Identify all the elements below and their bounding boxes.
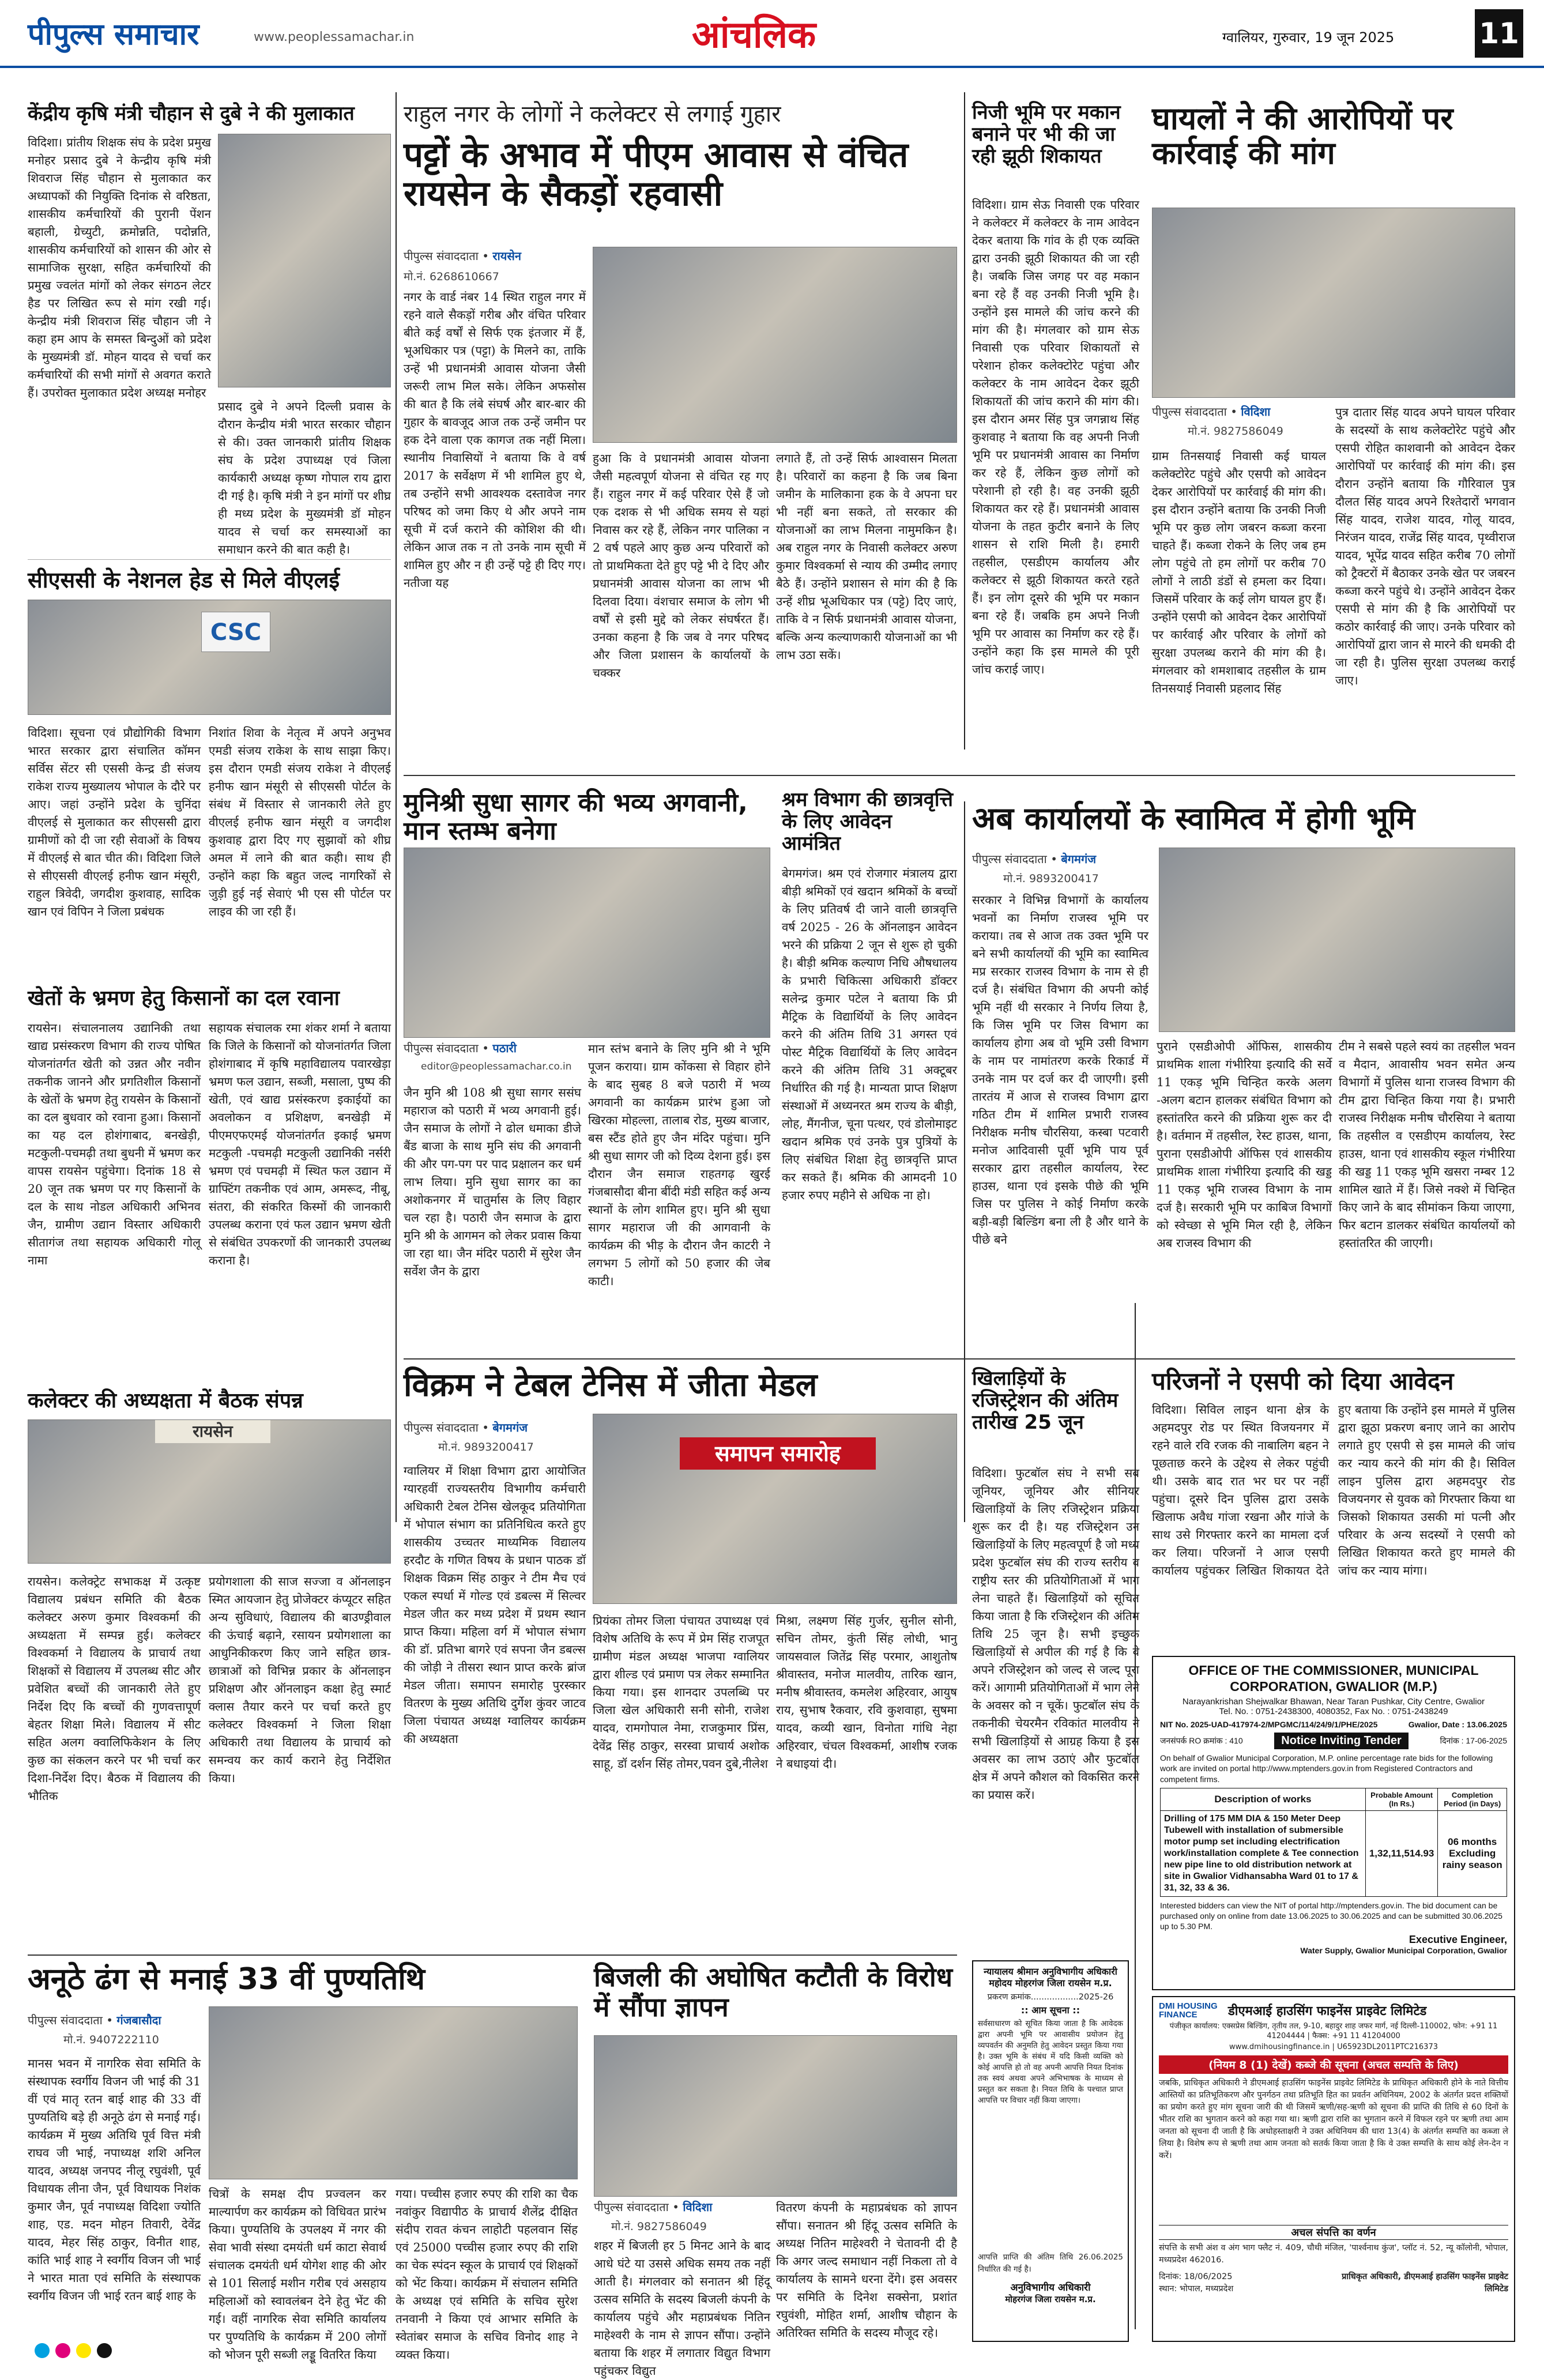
divider [28,559,391,560]
photo-land-survey [1159,848,1515,1032]
headline-injured: घायलों ने की आरोपियों पर कार्रवाई की मांग [1152,100,1453,172]
byline-punyatithi: पीपुल्स संवाददाता • गंजबासौदा [28,2013,161,2027]
column-divider [396,92,397,1522]
byline-author: पीपुल्स संवाददाता [404,1041,479,1055]
tender-footer: Interested bidders can view the NIT of portal http://mptenders.gov.in. The bid document can be purchased only on online from date 13.06.2025 to 30.06.2025 and can be submitted 30.06.2025 up to 5.30 PM. [1160,1900,1502,1931]
headline-pattas: पट्टों के अभाव में पीएम आवास से वंचित रायसेन के सैकड़ों रहवासी [404,135,909,214]
byline-author: पीपुल्स संवाददाता [1152,405,1227,419]
tender-table [1160,1788,1507,1897]
court-title: न्यायालय श्रीमान अनुविभागीय अधिकारी महोदय मोहरगंज जिला रायसेन म.प्र. [984,1966,1117,1989]
tender-intro: On behalf of Gwalior Municipal Corporation, M.P. online percentage rate bids for the following work are invited on portal http://www.mptenders.gov.in from Registered Contractors and competent firms. [1160,1753,1493,1784]
tender-nit: NIT No. 2025-UAD-417974-2/MPGMC/114/24/9/1/PHE/2025 [1160,1720,1378,1730]
body-power-1: शहर में बिजली हर 5 मिनट आने के बाद आधे घंटे या उससे अधिक समय तक नहीं आती है। मंगलवार को सनातन श्री हिंदू उत्सव समिति के सदस्य बिजली कंपनी के कार्यालय पहुंचे और महाप्रबंधक नितिन माहेश्वरी के नाम से ज्ञापन सौंपा। उन्होंने बताया कि शहर में लगातार विद्युत विभाग पहुंचकर विद्युत [594,2239,770,2378]
body-munishri-2: मान स्तंभ बनाने के लिए मुनि श्री ने भूमि पूजन कराया। ग्राम कोंकसा से विहार होने के बाद सुबह 8 बजे पठारी में भव्य अगवानी का कार्यक्रम प्रारंभ हुआ जो खिरका मोहल्ला, तालाब रोड, मुख्य बाजार, बस स्टैंड होते हुए जैन मंदिर पहुंचा। मुनि श्री सुधा सागर जी को दिव्य देशना हुई। इस दौरान जैन समाज राहतगढ़ खुरई गंजबासौदा बीना बींदी मंडी सहित कई अन्य स्थानों के लोग शामिल हुए। मुनि श्री सुधा सागर महाराज जी की आगवानी के कार्यक्रम की भीड़ के दौरान जैन काटरी ने लगभग 5 लोगों को 50 हजार की जेब काटी। [588,1042,770,1288]
dmi-property: संपत्ति के सभी अंश व अंग भाग फ्लैट नं. 409, चौथी मंजिल, 'पार्श्वनाथ कुंज', प्लॉट नं. 52, न्यू कॉलोनी, भोपाल, मध्यप्रदेश 462016. [1159,2243,1508,2265]
byline-power: पीपुल्स संवाददाता • विदिशा [594,2200,713,2214]
tender-col-desc: Description of works [1161,1788,1366,1810]
tender-signature: Executive Engineer, [1409,1934,1507,1946]
dmi-address: पंजीकृत कार्यालय: एक्सप्रेस बिल्डिंग, तृतीय तल, 9-10, बहादुर शाह जफर मार्ग, नई दिल्ली-110002, फोन: +91 11 41204444 | फैक्स: +91 11 41204000 [1169,2022,1498,2040]
body-punyatithi-2: चित्रों के समक्ष दीप प्रज्वलन कर माल्यार्पण कर कार्यक्रम को विधिवत प्रारंभ किया। पुण्यतिथि के उपलक्ष्य में नगर की सेवा भावी संस्था दमयंती धर्म काटा सेवार्थ संचालक दमयंती धर्म योगेश शाह की ओर से 101 सिलाई मशीन गरीब एवं असहाय महिलाओं को स्वावलंबन देने हेतु भेंट की गई। वहीं नागरिक सेवा समिति कार्यालय पर पुण्यतिथि के कार्यक्रम में 200 लोगों को भोजन पूरी सब्जी लड्डू वितरित किया [209,2187,386,2362]
body-punyatithi-1: मानस भवन में नागरिक सेवा समिति के संस्थापक स्वर्गीय विजन जी भाई की 31 वीं एवं मातृ रतन बाई शाह की 33 वीं पुण्यतिथि बड़े ही अनूठे ढंग से मनाई गई। कार्यक्रम में मुख्य अतिथि पूर्व वित्त मंत्री राघव जी भाई, नपाध्यक्ष शशि अनिल यादव, अध्यक्ष जनपद नीलू रघुवंशी, पूर्व विधायक लीना जैन, पूर्व विधायक निशंक कुमार जैन, पूर्व नपाध्यक्ष विदिशा ज्योति शाह, एड. मदन मोहन तिवारी, देवेंद्र यादव, मेहर सिंह ठाकुर, विनीत शाह, कांति भाई शाह ने स्वर्गीय विजन जी भाई ने भारत माता एवं समिति के संस्थापक स्वर्गीय विजन जी भाई रतन बाई शाह के [28,2057,201,2303]
body-ownership-2: पुराने एसडीओपी ऑफिस, शासकीय प्राथमिक शाला गंभीरिया इत्यादि की सर्वे 11 एकड़ भूमि चिन्हित करके अलग -अलग बटान हालकर संबंधित विभाग को हस्तांतरित करने की प्रक्रिया शुरू कर दी है। वर्तमान में तहसील, रेस्ट हाउस, थाना, पुराना एसडीओपी ऑफिस एवं शासकीय प्राथमिक शाला गंभीरिया इत्यादि की खड्ड 11 एकड़ भूमि राजस्व विभाग के नाम दर्ज है। सरकारी भूमि पर काबिज विभागों को स्वेच्छा से भूमि मिल रही है, लेकिन अब राजस्व विभाग की [1157,1040,1332,1250]
byline-injured: पीपुल्स संवाददाता • विदिशा [1152,405,1271,419]
photo-collector-meeting [28,1419,391,1564]
body-injured-1: ग्राम तिनसयाई निवासी कई घायल कलेक्टोरेट पहुंचे और एसपी को आवेदन देकर आरोपियों पर कार्रवाई की मांग की। इस दौरान उन्होंने बताया कि उनकी निजी भूमि पर कुछ लोग जबरन कब्जा करना चाहते हैं। कब्जा रोकने के लिए जब हम लोग पहुंचे तो हम लोगों पर करीब 70 लोगों ने लाठी डंडों से हमला कर दिया। जिसमें परिवार के कई लोग घायल हुए हैं। उन्होंने एसपी को आवेदन देकर आरोपियों पर कार्रवाई और परिवार के लोगों को सुरक्षा उपलब्ध कराने की मांग की है। मंगलवार को शमशाबाद तहसील के ग्राम तिनसयाई निवासी प्रहलाद सिंह [1152,449,1326,695]
court-hearing: आपत्ति प्राप्ति की अंतिम तिथि 26.06.2025 निर्धारित की गई है। [978,2253,1123,2274]
byline-place: रायसेन [492,249,521,263]
byline-table-tennis: पीपुल्स संवाददाता • बेगमगंज [404,1421,528,1434]
body-ownership-3: टीम ने सबसे पहले स्वयं का तहसील भवन व मैदान, आवासीय भवन समेत अन्य विभागों में पुलिस थाना राजस्व विभाग की टीम द्वारा चिन्हित किया गया है। प्रभारी राजस्व निरीक्षक मनीष चौरसिया ने बताया कि तहसील व एसडीएम कार्यालय, रेस्ट हाउस, थाना एवं शासकीय स्कूल गंभीरिया की खड्ड 11 एकड़ भूमि खसरा नम्बर 12 शामिल खाते में हैं। जिसे नक्शे में चिन्हित किए जाने के बाद सीमांकन किया जाएगा, फिर बटान डालकर संबंधित कार्यालयों को हस्तांतरित की जाएगी। [1339,1040,1515,1250]
headline-ownership: अब कार्यालयों के स्वामित्व में होगी भूमि [972,800,1415,837]
headline-collector-meeting: कलेक्टर की अध्यक्षता में बैठक संपन्न [28,1389,303,1413]
mobile-table-tennis: मो.नं. 9893200417 [438,1441,534,1453]
court-head: :: आम सूचना :: [1020,2005,1080,2016]
body-false-complaint: विदिशा। ग्राम सेऊ निवासी एक परिवार ने कलेक्टर में कलेक्टर के नाम आवेदन देकर बताया कि गांव के ही एक व्यक्ति द्वारा उनकी झूठी शिकायत की जा रही है। जबकि जिस जगह पर वह मकान बना रहे हैं वह उनकी निजी भूमि है। उन्होंने इस मामले की जांच करने की मांग की है। मंगलवार को ग्राम सेऊ निवासी एक परिवार शिकायतों से परेशान होकर कलेक्टोरेट पहुंचा और कलेक्टर के नाम आवेदन देकर झूठी शिकायतों की जांच कराने की मांग की। इस दौरान अमर सिंह पुत्र जगन्नाथ सिंह कुशवाह ने बताया कि वह अपनी निजी भूमि पर प्रधानमंत्री आवास का निर्माण कर रहे हैं, लेकिन कुछ लोगों को परेशानी हो रही है। वह उनकी झूठी शिकायत कर रहे हैं। प्रधानमंत्री आवास योजना के तहत कुटीर बनाने के लिए शासन से राशि मिली है। हमारी तहसील, एसडीएम कार्यालय और कलेक्टर से झूठी शिकायत करते रहते हैं। इन लोग दूसरे की भूमि पर मकान बना रहे हैं। जबकि हम अपने निजी भूमि पर आवास का निर्माण कर रहे हैं। उन्होंने कहा कि इस मामले की पूरी जांच कराई जाए। [972,198,1139,676]
body-punyatithi-3: गया। पच्चीस हजार रुपए की राशि का चैक नवांकुर विद्यापीठ के प्राचार्य शैलेंद्र दीक्षित संदीप रावत कंचन लाहोटी पहलवान सिंह एवं 25000 पच्चीस हजार रुपए की राशि का चेक स्पंदन स्कूल के प्राचार्य एवं शिक्षकों को भेंट किया। कार्यक्रम में संचालन समिति के अध्यक्ष एवं समिति के सचिव सुरेश तनवानी ने किया एवं आभार समिति के स्वेतांबर समाज के सचिव विनोद शाह ने व्यक्त किया। [396,2187,578,2362]
headline-farmers: खेतों के भ्रमण हेतु किसानों का दल रवाना [28,986,340,1010]
mobile-injured: मो.नं. 9827586049 [1188,425,1283,438]
tender-notice [1152,1656,1515,1990]
body-chouhan-1: विदिशा। प्रांतीय शिक्षक संघ के प्रदेश प्रमुख मनोहर प्रसाद दुबे ने केन्द्रीय कृषि मंत्री शिवराज सिंह चौहान से मुलाकात कर अध्यापकों की नियुक्ति दिनांक से वरिष्ठता, शासकीय कर्मचारियों की पुरानी पेंशन बहाली, ग्रेच्युटी, क्रमोन्नति, पदोन्नति, शासकीय कर्मचारियों को शासन की ओर से सामाजिक सुरक्षा, सहित कर्मचारियों की प्रमुख ज्वलंत मांगों को लेकर संगठन लेटर हैड पर लिखित रूप से मांग रखी गई। केन्द्रीय मंत्री शिवराज सिंह चौहान जी ने कहा हम आप के समस्त बिन्दुओं को प्रदेश के मुख्यमंत्री डॉ. मोहन यादव से चर्चा कर कर्मचारियों की सभी मांगों से अवगत कराते हैं। उपरोक्त मुलाकात प्रदेश अध्यक्ष मनोहर [28,135,211,400]
body-power-2: वितरण कंपनी के महाप्रबंधक को ज्ञापन सौंपा। सनातन श्री हिंदू उत्सव समिति के अध्यक्ष नितिन माहेश्वरी ने चेतावनी दी है कि अगर जल्द समाधान नहीं निकला तो वे कार्यालय के सामने धरना देंगे। इस अवसर पर समिति के दिनेश सक्सेना, प्रशांत रघुवंशी, मोहित शर्मा, आशीष चौहान के अतिरिक्त समिति के सदस्य मौजूद रहे। [776,2201,957,2340]
body-collector-meeting-1: रायसेन। कलेक्ट्रेट सभाकक्ष में उत्कृष्ट विद्यालय प्रबंधन समिति की बैठक कलेक्टर अरुण कुमार विश्वकर्मा की अध्यक्षता में सम्पन्न हुई। कलेक्टर विश्वकर्मा ने विद्यालय के प्राचार्य तथा शिक्षकों से विद्यालय में उपलब्ध सीट और प्रवेशित बच्चों की जानकारी लेते हुए निर्देश दिए कि बच्चों की गुणवत्तापूर्ण बेहतर शिक्षा मिले। विद्यालय में सीट सहित अलग क्वालिफिकेशन के लिए कुछ का संकलन करने पर भी चर्चा कर दिशा-निर्देश दिए। बैठक में विद्यालय की भौतिक [28,1575,201,1803]
body-sp: विदिशा। सिविल लाइन थाना क्षेत्र के अहमदपुर रोड पर स्थित विजयनगर में रहने वाले रवि रजक की नाबालिग बहन ने पूछताछ करने के उद्देश्य से लेकर पहुंची थी। उसके बाद रात भर घर पर नहीं पहुंचा। दूसरे दिन पुलिस द्वारा उसके खिलाफ अवैध गांजा रखना और गांजे के साथ उसे गिरफ्तार करने का मामला दर्ज कर लिया। परिजनों ने आज एसपी कार्यालय पहुंचकर लिखित शिकायत देते हुए बताया कि उन्होंने इस मामले में पुलिस द्वारा झूठा प्रकरण बनाए जाने का आरोप लगाते हुए एसपी से इस मामले की जांच कर न्याय करने की मांग की है। सिविल लाइन पुलिस द्वारा अहमदपुर रोड विजयनगर से युवक को गिरफ्तार किया था जिसको शिकायत उसकी मां पत्नी और परिवार के अन्य सदस्यों ने एसपी को लिखित शिकायत करते हुए मामले की जांच कर न्याय मांगा। [1152,1403,1515,1577]
court-sign: अनुविभागीय अधिकारी [1010,2282,1091,2294]
photo-csc-meeting [28,600,391,715]
body-pattas-2: हुआ कि वे प्रधानमंत्री आवास योजना जैसी महत्वपूर्ण योजना से वंचित रह गए हैं। राहुल नगर में कई परिवार ऐसे हैं जो एक दशक से भी अधिक समय से यहां निवास कर रहे हैं, लेकिन नगर पालिका न 2 वर्ष पहले आए कुछ अन्य परिवारों को तो प्राथमिकता देते हुए पट्टे भी दे दिए और प्रधानमंत्री आवास योजना का लाभ भी दिलवा दिया। वंशचार समाज के लोग भी वर्षों से इसी मुद्दे को लेकर संघर्षरत हैं। उनका कहना है कि जब वे नगर परिषद और जिला प्रशासन के कार्यालयों के चक्कर [593,451,769,680]
column-divider [964,801,965,1522]
dmi-date: दिनांक: 18/06/2025 [1159,2272,1233,2281]
kicker-pattas: राहुल नगर के लोगों ने कलेक्टर से लगाई गुहार [404,101,781,127]
headline-punyatithi: अनूठे ढंग से मनाई 33 वीं पुण्यतिथि [28,1962,425,1997]
dmi-sign: प्राधिकृत अधिकारी, डीएमआई हाउसिंग फाइनेंस प्राइवेट लिमिटेड [1342,2272,1508,2294]
body-labour: बेगमगंज। श्रम एवं रोजगार मंत्रालय द्वारा बीड़ी श्रमिकों एवं खदान श्रमिकों के बच्चों के लिए प्रतिवर्ष दी जाने वाली छात्रवृत्ति वर्ष 2025 - 26 के ऑनलाइन आवेदन भरने की प्रक्रिया 2 जून से शुरू हो चुकी है। बीड़ी श्रमिक कल्याण निधि औषधालय के प्रभारी चिकित्सा अधिकारी डॉक्टर सलेन्द्र कुमार पटेल ने बताया कि प्री मैट्रिक के विद्यार्थियों के लिए आवेदन करने की अंतिम तिथि 31 अगस्त एवं पोस्ट मैट्रिक विद्यार्थियों के लिए आवेदन करने की अंतिम तिथि 31 अक्टूबर निर्धारित की गई है। मान्यता प्राप्त शिक्षण संस्थाओं में अध्यनरत श्रम राज्य के बीड़ी, लोह, मैंगनीज, चूना पत्थर, एवं डोलोमाइट खदान श्रमिक एवं उनके पुत्र पुत्रियों के लिए संबंधित शिक्षा हेतु छात्रवृत्ति प्राप्त कर सकते हैं। श्रमिक की आमदनी 10 हजार रुपए महीने से अधिक ना हो। [782,867,957,1202]
court-case: प्रकरण क्रमांक..................2025-26 [987,1993,1114,2002]
body-farmers-2: सहायक संचालक रमा शंकर शर्मा ने बताया कि जिले के किसानों को योजनांतर्गत जिला होशंगाबाद में कृषि महाविद्यालय पवारखेड़ा भ्रमण फल उद्यान, सब्जी, मसाला, पुष्प की खेती, एवं खाद्य प्रसंस्करण इकाईयों का अवलोकन व प्रशिक्षण, बनखेड़ी में पीएमएफएमई योजनांतर्गत इकाई भ्रमण मटकुली -पचमढ़ी मटकुली उद्यानिकी नर्सरी भ्रमण एवं पचमढ़ी में स्थित फल उद्यान में ग्राफ्टिंग तकनीक एवं आम, अमरूद, नीबू, संतरा, की संकरित किस्मों की जानकारी उपलब्ध कराना एवं फल उद्यान भ्रमण खेती से संबंधित उपकरणों की जानकारी उपलब्ध कराना है। [209,1021,391,1267]
divider [28,1955,957,1956]
body-csc-2: निशांत शिवा के नेतृत्व में अपने अनुभव एमडी संजय राकेश के साथ साझा किए। इस दौरान एमडी संजय राकेश ने वीएलई हनीफ खान मंसूरी से सीएससी पोर्टल के संबंध में विस्तार से जानकारी लेते हुए वीएलई हनीफ खान मंसूरी व जगदीश कुशवाह द्वारा दिए गए सुझावों को शीघ्र अमल में लाने की बात कही। साथ ही उन्होंने कहा कि बहुत जल्द नागरिकों से जुड़ी हुई नई सेवाएं भी एस सी पोर्टल पर लाइव की जा रही हैं। [209,726,391,918]
byline-place: विदिशा [1241,405,1271,419]
headline-chouhan: केंद्रीय कृषि मंत्री चौहान से दुबे ने की मुलाकात [28,102,355,125]
section-title: आंचलिक [692,14,816,57]
headline-sp: परिजनों ने एसपी को दिया आवेदन [1152,1367,1454,1395]
body-chouhan-2: प्रसाद दुबे ने अपने दिल्ली प्रवास के दौरान केन्द्रीय मंत्री भारत सरकार चौहान से की। उक्त जानकारी प्रांतीय शिक्षक संघ के प्रदेश उपाध्यक्ष एवं जिला कार्यकारी अध्यक्ष कृष्ण गोपाल राय द्वारा दी गई है। कृषि मंत्री ने इन मांगों पर शीघ्र ही मध्य प्रदेश के मुख्यमंत्री डॉ मोहन यादव से चर्चा कर समस्याओं का समाधान करने की बात कही है। [218,400,391,556]
photo-injured-villagers [1152,208,1515,398]
headline-labour: श्रम विभाग की छात्रवृत्ति के लिए आवेदन आमंत्रित [782,788,954,856]
headline-csc: सीएससी के नेशनल हेड से मिले वीएलई [28,567,340,593]
headline-power: बिजली की अघोषित कटौती के विरोध में सौंपा ज्ञापन [594,1961,953,2023]
court-public-notice [972,1960,1129,2342]
registration-magenta-icon [55,2343,70,2358]
mobile-ownership: मो.नं. 9893200417 [1003,872,1099,885]
byline-author: पीपुल्स संवाददाता [404,249,479,263]
byline-place: विदिशा [683,2200,713,2214]
tender-title: Notice Inviting Tender [1274,1733,1409,1749]
tender-col-period: Completion Period (in Days) [1438,1788,1507,1810]
divider [404,1358,1515,1360]
registration-black-icon [97,2343,112,2358]
byline-place: पठारी [492,1041,517,1055]
byline-ownership: पीपुल्स संवाददाता • बेगमगंज [972,852,1097,866]
registration-yellow-icon [76,2343,91,2358]
tender-period: 06 months Excluding rainy season [1438,1810,1507,1896]
body-csc-1: विदिशा। सूचना एवं प्रौद्योगिकी विभाग भारत सरकार द्वारा संचालित कॉमन सर्विस सेंटर सी एससी केन्द्र डी संजय राकेश राज्य मुख्यालय भोपाल के दौरे पर आए। जहां उन्होंने प्रदेश के चुनिंदा वीएलई से मुलाकात कर सीएससी द्वारा ग्रामीणों को दी जा रही सेवाओं के विषय में वीएलई से बात चीत की। विदिशा जिले से सीएससी वीएलई हनीफ खान मंसूरी, राहुल त्रिवेदी, जगदीश कुशवाह, सादिक खान एवं विपिन ने जिला प्रबंधक [28,726,201,918]
tender-signature-dept: Water Supply, Gwalior Municipal Corporation, Gwalior [1300,1946,1507,1956]
photo-chouhan-meeting [218,134,391,387]
divider [404,775,1515,776]
photo-punyatithi-event [209,2006,578,2179]
dmi-possession-notice [1152,1996,1515,2342]
court-body: सर्वसाधारण को सूचित किया जाता है कि आवेदक द्वारा अपनी भूमि पर आवासीय प्रयोजन हेतु व्यपवर्तन की अनुमति हेतु आवेदन प्रस्तुत किया गया है। उक्त भूमि के संबंध में यदि किसी व्यक्ति को कोई आपत्ति हो तो वह अपनी आपत्ति नियत दिनांक तक स्वयं अथवा अपने अभिभाषक के माध्यम से प्रस्तुत कर सकता है। नियत तिथि के पश्चात प्राप्त आपत्ति पर विचार नहीं किया जाएगा। [978,2019,1123,2105]
headline-table-tennis: विक्रम ने टेबल टेनिस में जीता मेडल [404,1366,818,1404]
body-pattas-3: लगाते हैं, तो उन्हें सिर्फ आश्वासन मिलता है। परिवारों का कहना है कि जब बिना जमीन के मालिकाना हक के वे अपना घर भी नहीं बना सकते, तो सरकार की योजनाओं का लाभ मिलना नामुमकिन है। अब राहुल नगर के निवासी कलेक्टर अरुण कुमार विश्वकर्मा से न्याय की उम्मीद लगाए बैठे हैं। उन्होंने प्रशासन से मांग की है कि उन्हें शीघ्र भूअधिकार पत्र (पट्टे) दिए जाएं, ताकि वे न सिर्फ प्रधानमंत्री आवास योजना, बल्कि अन्य कल्याणकारी योजनाओं का भी लाभ उठा सकें। [776,451,957,662]
page-number: 11 [1475,9,1523,58]
byline-author: पीपुल्स संवाददाता [404,1421,479,1434]
photo-munishri-procession [404,848,770,1038]
body-farmers-1: रायसेन। संचालनालय उद्यानिकी तथा खाद्य प्रसंस्करण विभाग की राज्य पोषित योजनांतर्गत खेती को उन्नत और नवीन तकनीक जानने और प्रगतिशील किसानों के खेतों के भ्रमण हेतु रायसेन के किसानों का दल बुधवार को रवाना हुआ। किसानों का यह दल होशंगाबाद, बनखेड़ी, मटकुली-पचमढ़ी तथा बुधनी में भ्रमण कर वापस रायसेन पहुंचेगा। दिनांक 18 से 20 जून तक भ्रमण पर गए किसानों के दल के साथ नोडल अधिकारी अभिनव जैन, ग्रामीण उद्यान विस्तार अधिकारी सीतागंज तथा सहायक अधिकारी गोलू नामा [28,1021,201,1267]
masthead [0,0,1544,68]
dmi-company: डीएमआई हाउसिंग फाइनेंस प्राइवेट लिमिटेड [1228,2004,1427,2019]
byline-place: गंजबासौदा [116,2013,161,2027]
website-url[interactable]: www.peoplessamachar.in [254,30,415,44]
body-injured-2: पुत्र दातार सिंह यादव अपने घायल परिवार के सदस्यों के साथ कलेक्टोरेट पहुंचे और एसपी रोहित काशवानी को आवेदन देकर आरोपियों पर कार्रवाई की मांग की। इस दौरान उन्होंने बताया कि गौरिवाल पुत्र दौलत सिंह यादव अपने रिश्तेदारों भगवान सिंह यादव, राजेश यादव, गोलू यादव, निरंजन यादव, राजेंद्र सिंह यादव, पृथ्वीराज यादव, भूपेंद्र यादव सहित करीब 70 लोगों को ट्रैक्टरों में बैठाकर उनके खेत पर जबरन कब्जा करने पहुंचे थे। उन्होंने आवेदन देकर एसपी से मांग की है कि आरोपियों पर कठोर कार्रवाई की जाए। उनके परिवार को आरोपियों द्वारा जान से मारने की धमकी दी जा रही है। पुलिस सुरक्षा उपलब्ध कराई जाए। [1335,405,1515,687]
tender-tel: Tel. No. : 0751-2438300, 4080352, Fax No. : 0751-2438249 [1219,1707,1448,1717]
byline-place: बेगमगंज [1061,852,1097,866]
body-collector-meeting-2: प्रयोगशाला की साज सज्जा व ऑनलाइन स्मित आयजान हेतु प्रोजेक्टर कंप्यूटर सहित अन्य सुविधाएं, विद्यालय की बाउण्ड्रीवाल की ऊंचाई बढ़ाने, रसायन प्रयोगशाला का आधुनिकीकरण किए जाने सहित छात्र-छात्राओं को विभिन्न प्रकार के ऑनलाइन प्रशिक्षण और ऑनलाइन कक्षा हेतु स्मार्ट क्लास तैयार करने पर चर्चा करते हुए कलेक्टर विश्वकर्मा ने जिला शिक्षा अधिकारी तथा विद्यालय के प्राचार्य को समन्वय कर कार्य कराने हेतु निर्देशित किया। [209,1575,391,1785]
tender-ro-date: दिनांक : 17-06-2025 [1440,1736,1507,1746]
byline-place: बेगमगंज [492,1421,528,1434]
headline-false-complaint: निजी भूमि पर मकान बनाने पर भी की जा रही झूठी शिकायत [972,101,1121,168]
body-pattas-1: नगर के वार्ड नंबर 14 स्थित राहुल नगर में रहने वाले सैकड़ों गरीब और वंचित परिवार बीते कई वर्षों से सिर्फ एक इंतजार में हैं, भूअधिकार पत्र (पट्टा) के मिलने का, ताकि उन्हें भी प्रधानमंत्री आवास योजना जैसी जरूरी लाभ मिल सके। लेकिन अफसोस की बात है कि लंबे संघर्ष और बार-बार की गुहार के बावजूद आज तक उन्हें जमीन पर हक देने वाला एक कागज तक नहीं मिला। स्थानीय निवासियों ने बताया कि वे वर्ष 2017 के सर्वेक्षण में भी शामिल हुए थे, तब उन्होंने सभी आवश्यक दस्तावेज नगर परिषद को जमा किए थे और अपने नाम सूची में दर्ज कराने की कोशिश की थी। लेकिन आज तक न तो उनके नाम सूची में शामिल हुए और न ही उन्हें पट्टे ही दिए गए। नतीजा यह [404,290,586,590]
tender-office: OFFICE OF THE COMMISSIONER, MUNICIPAL CORPORATION, GWALIOR (M.P.) [1188,1663,1479,1694]
tender-amount: 1,32,11,514.93 [1365,1810,1438,1896]
photo-rahul-nagar-residents [593,247,957,443]
body-table-tennis-2: प्रियंका तोमर जिला पंचायत उपाध्यक्ष एवं विशेष अतिथि के रूप में प्रेम सिंह राजपूत ग्रामीण मंडल अध्यक्ष भाजपा ग्वालियर द्वारा शील्ड एवं प्रमाण पत्र लेकर सम्मानित किया गया। इस शानदार उपलब्धि पर जिला खेल अधिकारी सनी सोनी, राजेश यादव, रामगोपाल नेमा, राजकुमार प्रिंस, देवेंद्र सिंह ठाकुर, सरस्वा प्राचार्य अशोक साहू, डॉ दर्शन सिंह तोमर,पवन दुबे,नीलेश [593,1614,769,1771]
mobile-power: मो.नं. 9827586049 [611,2220,707,2233]
registration-cyan-icon [35,2343,50,2358]
court-sign-2: मोहरगंज जिला रायसेन म.प्र. [1005,2294,1096,2304]
tender-nit-date: Gwalior, Date : 13.06.2025 [1408,1720,1507,1730]
headline-munishri: मुनिश्री सुधा सागर की भव्य अगवानी, मान स्तम्भ बनेगा [404,788,748,846]
tender-address: Narayankrishan Shejwalkar Bhawan, Near Taran Pushkar, City Centre, Gwalior [1182,1697,1485,1707]
body-table-tennis-1: ग्वालियर में शिक्षा विभाग द्वारा आयोजित ग्यारहवीं राज्यस्तरीय विभागीय कर्मचारी अधिकारी टेबल टेनिस खेलकूद प्रतियोगिता में भोपाल संभाग का प्रतिनिधित्व करते हुए शासकीय उच्चतर माध्यमिक विद्यालय हरदौट के गणित विषय के प्रधान पाठक डॉ शिक्षक विक्रम सिंह ठाकुर ने टीम मैच एवं एकल स्पर्धा में गोल्ड एवं डबल्स में सिल्वर मेडल जीत कर मध्य प्रदेश में प्रथम स्थान प्राप्त किया। महिला वर्ग में भोपाल संभाग की डॉ. प्रतिभा बागरे एवं सपना जैन डबल्स की जोड़ी ने तीसरा स्थान प्राप्त करके ब्रांज मेडल जीता। समापन समारोह पुरस्कार वितरण के मुख्य अतिथि दुर्गेश कुंवर जाटव जिला पंचायत अध्यक्ष ग्वालियर कार्यक्रम की अध्यक्षता [404,1464,586,1746]
photo-power-memorandum [594,2035,957,2197]
byline-munishri: पीपुल्स संवाददाता • पठारी [404,1041,517,1055]
dmi-property-title: अचल संपत्ति का वर्णन [1159,2225,1508,2240]
byline-author: पीपुल्स संवाददाता [28,2013,103,2027]
dmi-rule: (नियम 8 (1) देखें) कब्जे की सूचना (अचल सम्पत्ति के लिए) [1159,2055,1508,2074]
column-divider [964,92,965,750]
dmi-body: जबकि, प्राधिकृत अधिकारी ने डीएमआई हाउसिंग फाइनेंस प्राइवेट लिमिटेड के प्राधिकृत अधिकारी होने के नाते वित्तीय आस्तियों का प्रतिभूतिकरण और पुनर्गठन तथा प्रतिभूति हित का प्रवर्तन अधिनियम, 2002 के अंतर्गत प्रदत्त शक्तियों का प्रयोग करते हुए मांग सूचना जारी की थी जिसमें ऋणी/सह-ऋणी को सूचना की प्राप्ति की तिथि से 60 दिनों के भीतर राशि का भुगतान करने को कहा गया था। ऋणी द्वारा राशि का भुगतान करने में विफल रहने पर ऋणी तथा आम जनता को सूचना दी जाती है कि अधोहस्ताक्षरी ने उक्त अधिनियम की धारा 13(4) के अंतर्गत सम्पत्ति का कब्जा ले लिया है। विशेष रूप से ऋणी तथा आम जनता को सतर्क किया जाता है कि वे उक्त सम्पत्ति के साथ कोई लेन-देन न करें। [1159,2078,1508,2160]
tender-ro: जनसंपर्क RO क्रमांक : 410 [1160,1736,1243,1746]
mobile-punyatithi: मो.नं. 9407222110 [63,2033,159,2046]
tender-work: Drilling of 175 MM DIA & 150 Meter Deep Tubewell with installation of submersible motor pump set including electrification work/installation complete & Tee connection new pipe line to old distribution network at site in Gwalior Vidhansabha Ward 01 to 17 & 31, 32, 33 & 36. [1161,1810,1366,1896]
headline-players: खिलाड़ियों के रजिस्ट्रेशन की अंतिम तारीख 25 जून [972,1367,1119,1434]
byline-author: पीपुल्स संवाददाता [594,2200,669,2214]
body-players: विदिशा। फुटबॉल संघ ने सभी सब जूनियर, जूनियर और सीनियर खिलाड़ियों के लिए रजिस्ट्रेशन प्रक्रिया शुरू कर दी है। यह रजिस्ट्रेशन उन खिलाड़ियों के लिए महत्वपूर्ण है जो मध्य प्रदेश फुटबॉल संघ की राज्य स्तरीय व राष्ट्रीय स्तर की प्रतियोगिताओं में भाग लेना चाहते हैं। खिलाड़ियों को सूचित किया जाता है कि रजिस्ट्रेशन की अंतिम तिथि 25 जून है। सभी इच्छुक खिलाड़ियों से अपील की गई है कि वे अपने रजिस्ट्रेशन को जल्द से जल्द पूरा करें। आगामी प्रतियोगिताओं में भाग लेने के अवसर को न चूकें। फुटबॉल संघ के तकनीकी चेयरमैन रविकांत मालवीय ने सभी खिलाड़ियों से आग्रह किया है इस अवसर का लाभ उठाएं और फुटबॉल क्षेत्र में अपने कौशल को विकसित करने का प्रयास करें। [972,1466,1139,1802]
dmi-web[interactable]: www.dmihousingfinance.in | U65923DL2011PTC216373 [1229,2043,1438,2051]
newspaper-logo: पीपुल्स समाचार [28,17,199,52]
body-ownership-1: सरकार ने विभिन्न विभागों के कार्यालय भवनों का निर्माण राजस्व भूमि पर कराया। तब से आज तक उक्त भूमि पर बने सभी कार्यालयों की भूमि का स्वामित्व मप्र सरकार राजस्व विभाग के नाम से ही दर्ज है। संबंधित विभाग की अपनी कोई भूमि नहीं थी सरकार ने निर्णय लिया है, कि जिस भूमि पर जिस विभाग का कार्यालय होगा अब वो भूमि उसी विभाग के नाम पर नामांतरण करके रिकार्ड में उनके नाम पर दर्ज कर दी जाएगी। इसी तारतंय में आज से राजस्व विभाग द्वारा गठित टीम में शामिल प्रभारी राजस्व निरीक्षक मनीष चौरसिया, कस्बा पटवारी मनोज आदिवासी पूर्वी भूमि पाय पूर्व सरकार द्वारा तहसील कार्यालय, रेस्ट हाउस, थाना एवं इसके पीछे की भूमि जिस पर पुलिस ने कोई निर्माण करके बड़ी-बड़ी बिल्डिंग बना ली है और थाने के पीछे बने [972,893,1148,1247]
dmi-logo: DMI HOUSING FINANCE [1159,2001,1218,2020]
csc-sign: CSC [201,612,270,652]
byline-author: पीपुल्स संवाददाता [972,852,1047,866]
email-munishri[interactable]: editor@peoplessamachar.co.in [421,1061,572,1072]
tt-banner: समापन समारोह [680,1437,876,1470]
dmi-place: स्थान: भोपाल, मध्यप्रदेश [1159,2284,1234,2294]
body-munishri-1: जैन मुनि श्री 108 श्री सुधा सागर ससंघ महाराज को पठारी में भव्य अगवानी हुई। जैन समाज के लोगों ने ढोल धमाका डीजे बैंड बाजा के साथ मुनि संघ की अगवानी की और पग-पग पर पाद प्रक्षालन कर धर्म लाभ लिया। मुनि सुधा सागर का का अशोकनगर में चातुर्मास के लिए विहार चल रहा है। पठारी जैन समाज के द्वारा मुनि श्री के आगमन को लेकर प्रवास किया जा रहा था। जैन मंदिर पठारी में सुरेश जैन सर्वेश जैन के द्वारा [404,1086,581,1278]
body-table-tennis-3: मिश्रा, लक्ष्मण सिंह गुर्जर, सुनील सोनी, सचिन तोमर, कुंती सिंह लोधी, भानु जायसवाल जितेंद्र सिंह परमार, आशुतोष श्रीवास्तव, मनोज मालवीय, तारिक खान, मनीष श्रीवास्तव, कमलेश अहिरवार, आयुष राय, सुभाष रैकवार, रवि कुशवाहा, सुषमा यादव, कव्यी खान, विनोता गांधि नेहा अहिरवार, चंचल विश्वकर्मा, आशीष रजक ने बधाइयां दी। [776,1614,957,1771]
raisen-sign: रायसेन [155,1420,270,1443]
mobile-pattas: मो.नं. 6268610667 [404,270,499,283]
byline-pattas: पीपुल्स संवाददाता • रायसेन [404,249,521,263]
issue-date: ग्वालियर, गुरुवार, 19 जून 2025 [1222,29,1395,46]
tender-col-amount: Probable Amount (In Rs.) [1365,1788,1438,1810]
photo-tt-prize-ceremony [593,1414,957,1604]
